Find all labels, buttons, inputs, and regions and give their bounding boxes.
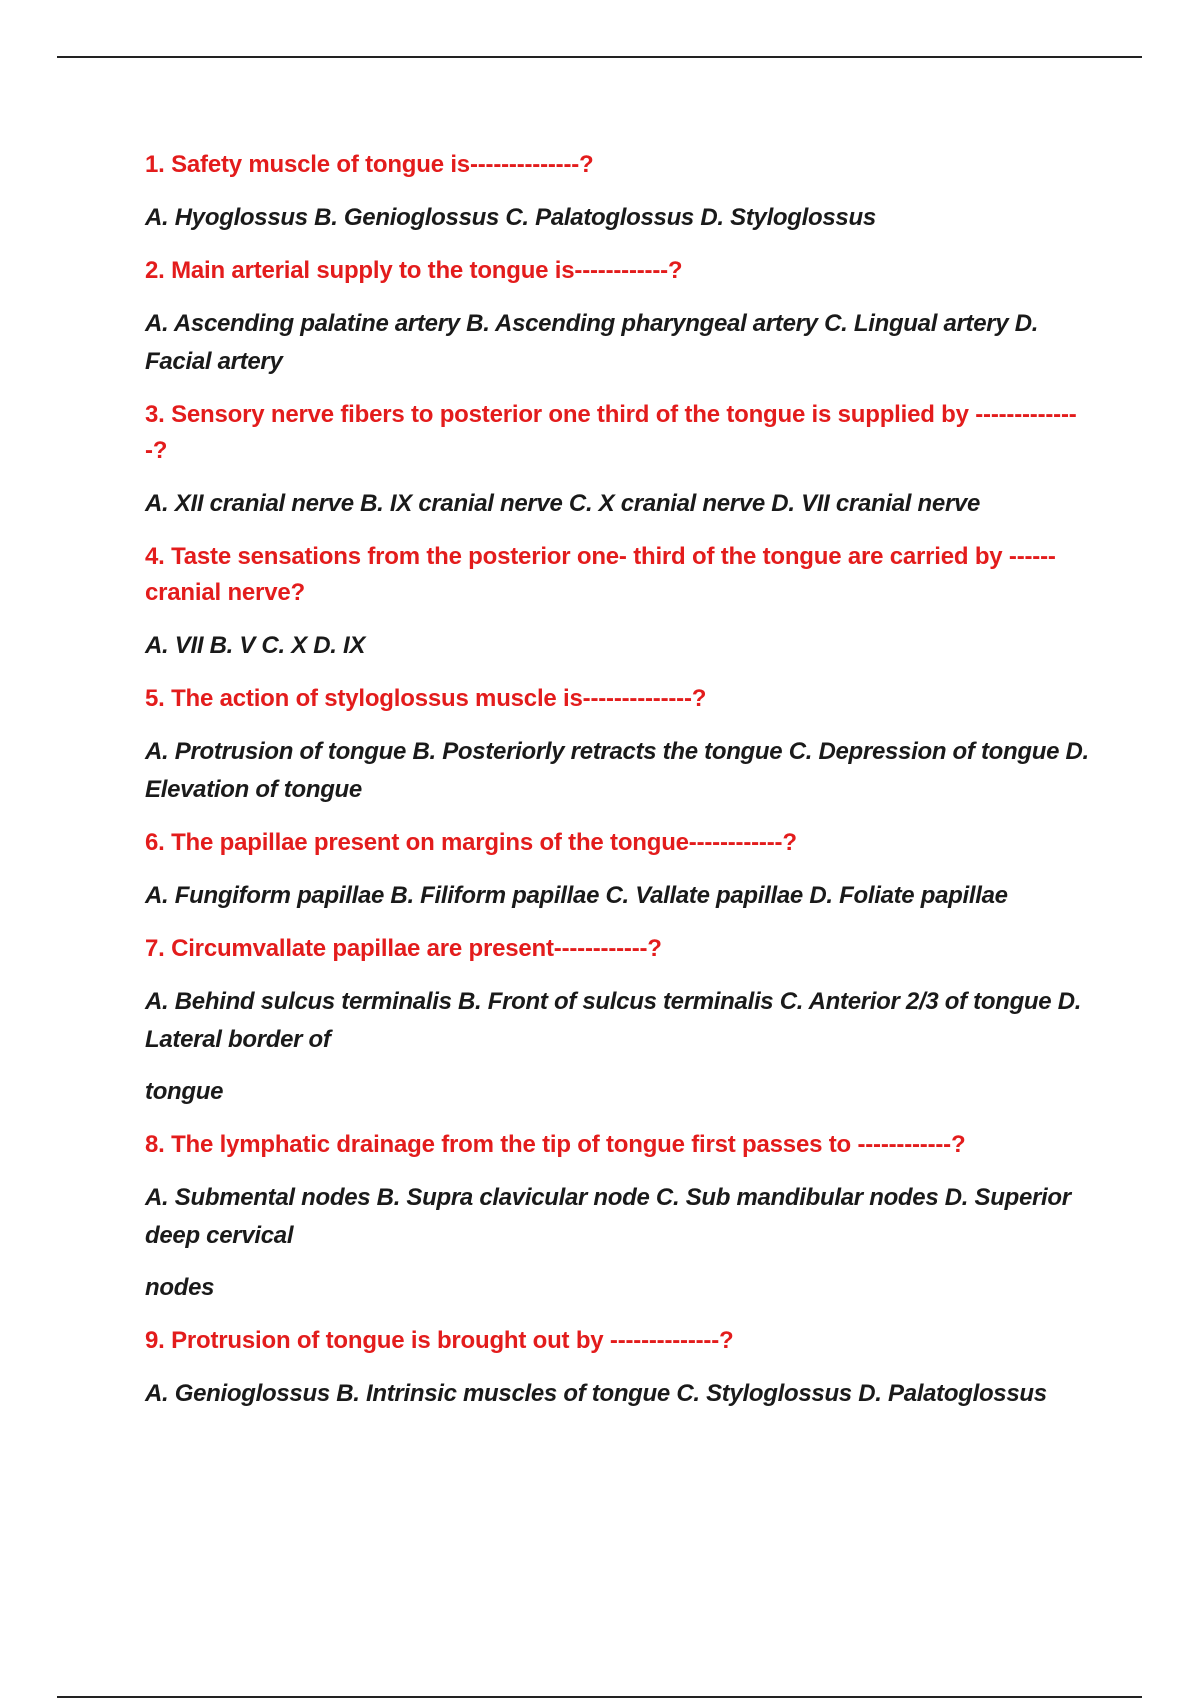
answer-options-continued: nodes: [145, 1274, 215, 1301]
question-item-7: [145, 931, 1095, 1111]
question-item-8: [145, 1127, 1095, 1307]
quiz-content: [145, 147, 1095, 1429]
answer-options: A. Submental nodes B. Supra clavicular node C. Sub mandibular nodes D. Superior deep cervical: [145, 1184, 1071, 1249]
question-item-5: [145, 681, 1095, 809]
question-text: 3. Sensory nerve fibers to posterior one third of the tongue is supplied by --------------?: [145, 401, 1077, 464]
question-text: 1. Safety muscle of tongue is--------------?: [145, 151, 594, 178]
question-text: 9. Protrusion of tongue is brought out by --------------?: [145, 1327, 734, 1354]
answer-options: A. VII B. V C. X D. IX: [145, 632, 366, 659]
answer-options-continued: tongue: [145, 1078, 224, 1105]
question-text: 4. Taste sensations from the posterior one- third of the tongue are carried by ------ cranial nerve?: [145, 543, 1056, 606]
answer-options: A. Ascending palatine artery B. Ascending pharyngeal artery C. Lingual artery D. Facial artery: [145, 310, 1039, 375]
answer-options: A. Fungiform papillae B. Filiform papillae C. Vallate papillae D. Foliate papillae: [145, 882, 1008, 909]
question-text: 7. Circumvallate papillae are present------------?: [145, 935, 662, 962]
question-item-4: [145, 539, 1095, 665]
question-text: 5. The action of styloglossus muscle is--------------?: [145, 685, 707, 712]
question-item-3: [145, 397, 1095, 523]
answer-options: A. Hyoglossus B. Genioglossus C. Palatoglossus D. Styloglossus: [145, 204, 876, 231]
question-item-6: [145, 825, 1095, 915]
answer-options: A. XII cranial nerve B. IX cranial nerve C. X cranial nerve D. VII cranial nerve: [145, 490, 981, 517]
question-text: 2. Main arterial supply to the tongue is------------?: [145, 257, 683, 284]
bottom-rule: [57, 1696, 1142, 1698]
answer-options: A. Behind sulcus terminalis B. Front of sulcus terminalis C. Anterior 2/3 of tongue D. Lateral border of: [145, 988, 1082, 1053]
question-text: 6. The papillae present on margins of the tongue------------?: [145, 829, 797, 856]
top-rule: [57, 56, 1142, 58]
question-item-2: [145, 253, 1095, 381]
answer-options: A. Genioglossus B. Intrinsic muscles of tongue C. Styloglossus D. Palatoglossus: [145, 1380, 1047, 1407]
question-text: 8. The lymphatic drainage from the tip of tongue first passes to ------------?: [145, 1131, 966, 1158]
question-item-9: [145, 1323, 1095, 1413]
question-item-1: [145, 147, 1095, 237]
answer-options: A. Protrusion of tongue B. Posteriorly retracts the tongue C. Depression of tongue D. Elevation of tongue: [145, 738, 1089, 803]
